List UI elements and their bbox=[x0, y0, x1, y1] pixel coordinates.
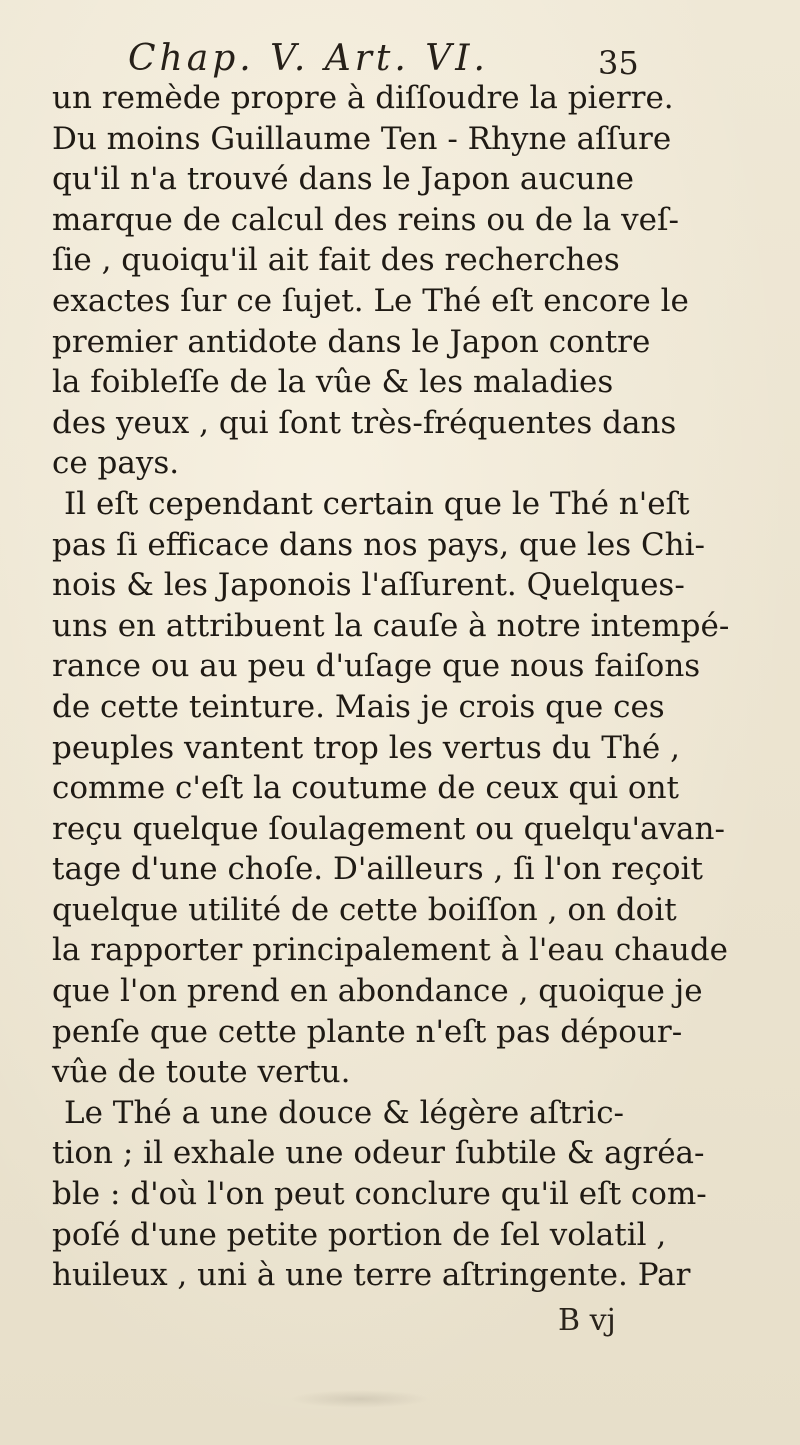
text-line: penſe que cette plante n'eſt pas dépour- bbox=[52, 1013, 683, 1050]
body-text bbox=[52, 78, 772, 1296]
text-line: huileux , uni à une terre aſtringente. Par bbox=[52, 1257, 691, 1294]
text-line: nois & les Japonois l'aſſurent. Quelques- bbox=[52, 567, 685, 604]
text-line: tion ; il exhale une odeur ſubtile & agréa- bbox=[52, 1135, 705, 1172]
text-line: uns en attribuent la cauſe à notre intempé- bbox=[52, 607, 730, 644]
text-line: ce pays. bbox=[52, 445, 180, 482]
text-line: quelque utilité de cette boiſſon , on doit bbox=[52, 891, 677, 928]
text-line: des yeux , qui ſont très-fréquentes dans bbox=[52, 404, 677, 441]
text-line: qu'il n'a trouvé dans le Japon aucune bbox=[52, 161, 634, 198]
text-line: la foibleſſe de la vûe & les maladies bbox=[52, 364, 614, 401]
text-line: marque de calcul des reins ou de la veſ- bbox=[52, 201, 679, 238]
text-line: exactes ſur ce ſujet. Le Thé eſt encore le bbox=[52, 282, 689, 319]
text-line: que l'on prend en abondance , quoique je bbox=[52, 973, 703, 1010]
text-line: pas ſi efficace dans nos pays, que les Chi- bbox=[52, 526, 706, 563]
page-number: 35 bbox=[598, 44, 639, 82]
text-line: comme c'eſt la coutume de ceux qui ont bbox=[52, 770, 680, 807]
paragraph-start-line: Le Thé a une douce & légère aſtric- bbox=[64, 1094, 625, 1131]
text-line: la rapporter principalement à l'eau chaude bbox=[52, 932, 729, 969]
text-line: Du moins Guillaume Ten - Rhyne aſſure bbox=[52, 120, 672, 157]
text-line: ſie , quoiqu'il ait fait des recherches bbox=[52, 242, 620, 279]
paper-smudge bbox=[290, 1390, 430, 1408]
text-line: ble : d'où l'on peut conclure qu'il eſt com- bbox=[52, 1176, 707, 1213]
text-line: tage d'une choſe. D'ailleurs , ſi l'on reçoit bbox=[52, 851, 703, 888]
text-line: premier antidote dans le Japon contre bbox=[52, 323, 651, 360]
signature-mark: B vj bbox=[558, 1303, 616, 1338]
text-line: reçu quelque ſoulagement ou quelqu'avan- bbox=[52, 810, 725, 847]
running-head: Chap. V. Art. VI. bbox=[128, 38, 489, 79]
text-line: peuples vantent trop les vertus du Thé , bbox=[52, 729, 680, 766]
text-line: rance ou au peu d'uſage que nous faiſons bbox=[52, 648, 701, 685]
text-line: de cette teinture. Mais je crois que ces bbox=[52, 688, 665, 725]
paragraph-start-line: Il eſt cependant certain que le Thé n'eſt bbox=[64, 485, 690, 522]
text-line: vûe de toute vertu. bbox=[52, 1054, 351, 1091]
text-line: un remède propre à diſſoudre la pierre. bbox=[52, 80, 674, 116]
text-line: poſé d'une petite portion de ſel volatil , bbox=[52, 1216, 667, 1253]
